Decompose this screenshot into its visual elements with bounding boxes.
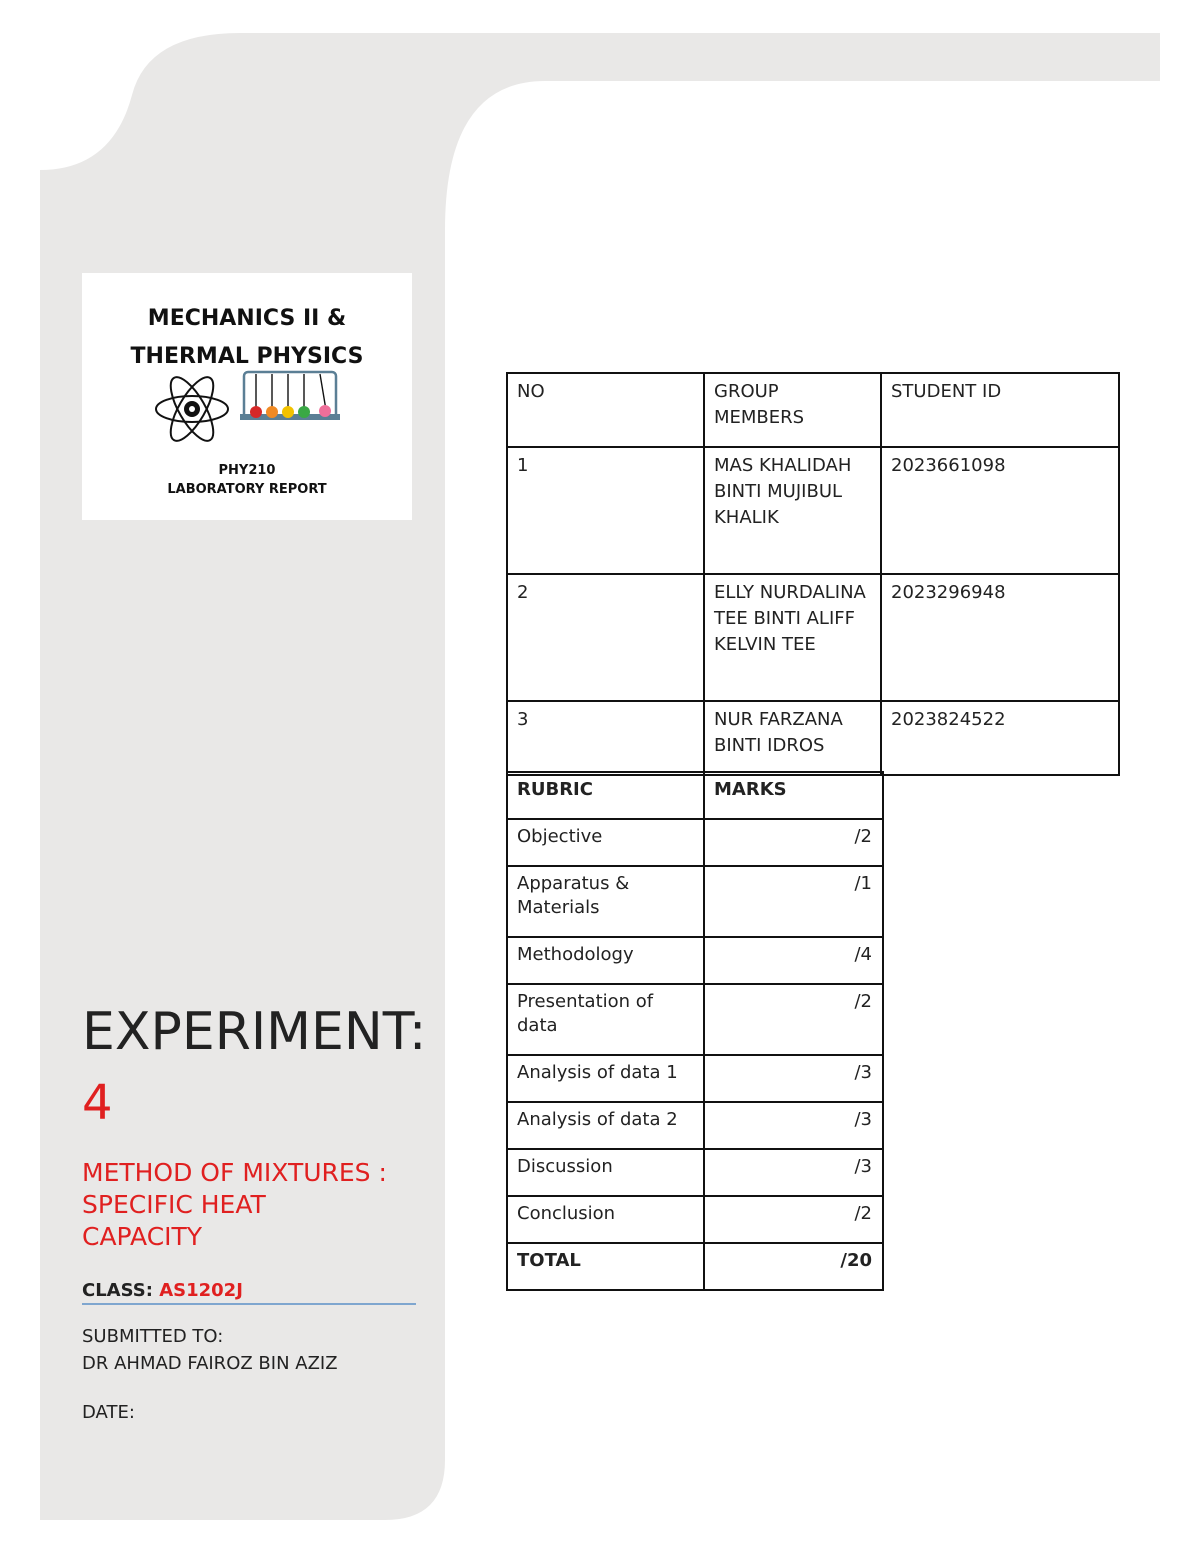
experiment-label: EXPERIMENT:	[82, 1002, 427, 1062]
rubric-item: Discussion	[507, 1149, 704, 1196]
experiment-number: 4	[82, 1075, 113, 1131]
newtons-cradle-icon	[240, 370, 340, 422]
table-header-row	[507, 772, 883, 819]
table-row	[507, 819, 883, 866]
rubric-mark: /2	[704, 819, 883, 866]
rubric-mark: /3	[704, 1055, 883, 1102]
member-id: 2023661098	[881, 447, 1119, 574]
header-marks: MARKS	[704, 772, 883, 819]
total-row	[507, 1243, 883, 1290]
course-logo-card	[82, 273, 412, 520]
member-name: ELLY NURDALINA TEE BINTI ALIFF KELVIN TEE	[704, 574, 881, 701]
header-rubric: RUBRIC	[507, 772, 704, 819]
cradle-ball-1	[266, 406, 278, 418]
rubric-item: Conclusion	[507, 1196, 704, 1243]
course-title-line1: MECHANICS II &	[147, 306, 347, 331]
rubric-table	[506, 771, 884, 1291]
rubric-mark: /1	[704, 866, 883, 937]
table-header-row	[507, 373, 1119, 447]
rubric-item: Apparatus & Materials	[507, 866, 704, 937]
rubric-item: Analysis of data 1	[507, 1055, 704, 1102]
course-title-line2: THERMAL PHYSICS	[130, 344, 364, 369]
rubric-mark: /2	[704, 1196, 883, 1243]
table-row	[507, 1102, 883, 1149]
header-no: NO	[507, 373, 704, 447]
class-value: AS1202J	[159, 1280, 243, 1301]
rubric-item: Analysis of data 2	[507, 1102, 704, 1149]
member-name: NUR FARZANA BINTI IDROS	[704, 701, 881, 775]
member-no: 1	[507, 447, 704, 574]
member-no: 2	[507, 574, 704, 701]
group-members-table	[506, 372, 1120, 776]
total-label: TOTAL	[507, 1243, 704, 1290]
table-row	[507, 866, 883, 937]
rubric-mark: /3	[704, 1149, 883, 1196]
atom-icon	[152, 371, 232, 451]
rubric-mark: /3	[704, 1102, 883, 1149]
table-row	[507, 1055, 883, 1102]
class-label: CLASS:	[82, 1280, 153, 1301]
rubric-item: Objective	[507, 819, 704, 866]
experiment-subtitle	[82, 1157, 412, 1253]
cradle-ball-3	[298, 406, 310, 418]
experiment-subtitle-line: SPECIFIC HEAT	[82, 1190, 266, 1219]
submitted-label: SUBMITTED TO:	[82, 1326, 224, 1347]
cradle-ball-0	[250, 406, 262, 418]
cradle-ball-2	[282, 406, 294, 418]
member-name: MAS KHALIDAH BINTI MUJIBUL KHALIK	[704, 447, 881, 574]
rubric-mark: /2	[704, 984, 883, 1055]
header-student-id: STUDENT ID	[881, 373, 1119, 447]
rubric-item: Methodology	[507, 937, 704, 984]
course-code-block	[82, 461, 412, 499]
course-code: PHY210	[218, 463, 276, 478]
experiment-subtitle-line: CAPACITY	[82, 1222, 203, 1251]
table-row	[507, 574, 1119, 701]
date-label: DATE:	[82, 1402, 135, 1423]
class-line	[82, 1280, 416, 1305]
table-row	[507, 447, 1119, 574]
experiment-subtitle-line: METHOD OF MIXTURES :	[82, 1158, 387, 1187]
lecturer-name: DR AHMAD FAIROZ BIN AZIZ	[82, 1353, 338, 1374]
rubric-item: Presentation of data	[507, 984, 704, 1055]
table-row	[507, 1149, 883, 1196]
member-id: 2023824522	[881, 701, 1119, 775]
table-row	[507, 701, 1119, 775]
submitted-to	[82, 1323, 338, 1377]
table-row	[507, 937, 883, 984]
member-no: 3	[507, 701, 704, 775]
member-id: 2023296948	[881, 574, 1119, 701]
header-group-members: GROUP MEMBERS	[704, 373, 881, 447]
table-row	[507, 1196, 883, 1243]
course-title	[82, 300, 412, 376]
rubric-mark: /4	[704, 937, 883, 984]
cradle-ball-4	[319, 405, 331, 417]
table-row	[507, 984, 883, 1055]
report-type: LABORATORY REPORT	[167, 482, 327, 497]
total-mark: /20	[704, 1243, 883, 1290]
